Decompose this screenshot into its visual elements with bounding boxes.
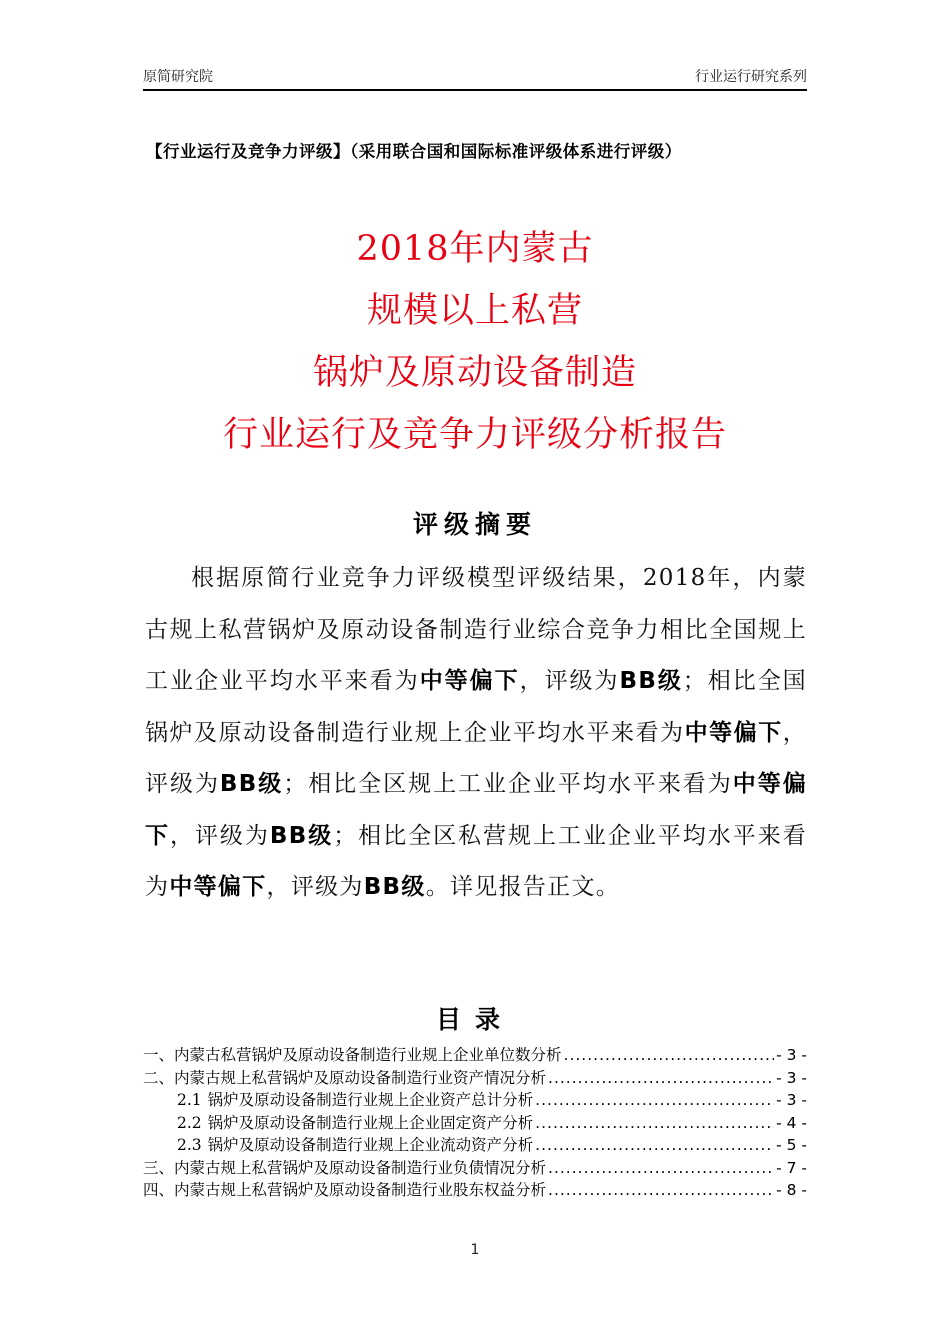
- summary-heading: 评级摘要: [412, 510, 537, 539]
- title-line-4: 行业运行及竞争力评级分析报告: [222, 415, 727, 455]
- toc-item-label: 二、内蒙古规上私营锅炉及原动设备制造行业资产情况分析: [143, 1068, 547, 1087]
- toc-item-number: 2.1: [177, 1091, 202, 1109]
- header-publisher: 原简研究院: [143, 69, 213, 85]
- toc-item-label: 锅炉及原动设备制造行业规上企业固定资产分析: [207, 1113, 534, 1132]
- title-line-3: 锅炉及原动设备制造: [312, 353, 637, 393]
- rating-grade: BB级: [363, 874, 426, 900]
- toc-item[interactable]: [143, 1157, 807, 1180]
- toc-item-label: 锅炉及原动设备制造行业规上企业资产总计分析: [207, 1091, 534, 1109]
- summary-text: ；相比全国锅炉及原动设备制造行业规上企业平均水平来看为: [145, 668, 807, 746]
- toc-leader-dots: [548, 1179, 774, 1202]
- rating-level: 中等偏下: [145, 771, 807, 849]
- rating-grade: BB级: [619, 668, 683, 694]
- toc-leader-dots: [535, 1089, 774, 1112]
- toc-subitem[interactable]: [143, 1089, 807, 1112]
- toc-item-number: 2.2: [177, 1113, 202, 1132]
- summary-text: 。详见报告正文。: [425, 874, 621, 900]
- toc-leader-dots: [548, 1067, 774, 1090]
- page-number: 1: [470, 1242, 480, 1258]
- toc-heading: 目录: [435, 1005, 514, 1034]
- toc-item-number: 2.3: [177, 1136, 202, 1154]
- toc-item-page: - 3 -: [776, 1091, 807, 1109]
- summary-text: ；相比全区规上工业企业平均水平来看为: [283, 771, 733, 797]
- rating-level: 中等偏下: [684, 719, 783, 746]
- toc-item-page: - 3 -: [776, 1068, 807, 1087]
- header-series: 行业运行研究系列: [695, 69, 807, 85]
- toc-item[interactable]: [143, 1067, 807, 1090]
- title-line-1: 2018年内蒙古: [356, 229, 594, 269]
- toc-item-label: 一、内蒙古私营锅炉及原动设备制造行业规上企业单位数分析: [143, 1046, 562, 1064]
- rating-grade: BB级: [219, 771, 284, 797]
- summary-text: ，评级为: [169, 822, 270, 849]
- toc-item-page: - 4 -: [776, 1113, 807, 1132]
- toc-item-label: 四、内蒙古规上私营锅炉及原动设备制造行业股东权益分析: [143, 1181, 547, 1199]
- summary-paragraph: [145, 553, 807, 914]
- summary-text: ，评级为: [519, 668, 620, 694]
- header-divider: [143, 89, 807, 91]
- rating-level: 中等偏下: [419, 668, 520, 694]
- toc-item-label: 三、内蒙古规上私营锅炉及原动设备制造行业负债情况分析: [143, 1158, 547, 1177]
- toc-item-page: - 8 -: [776, 1181, 807, 1199]
- table-of-contents: [143, 1044, 807, 1202]
- toc-leader-dots: [564, 1044, 775, 1067]
- toc-item-page: - 7 -: [776, 1158, 807, 1177]
- summary-text: ；相比全区私营规上工业企业平均水平来看为: [145, 822, 807, 900]
- toc-leader-dots: [548, 1157, 774, 1180]
- page-header: [143, 66, 807, 90]
- report-title: [0, 218, 950, 466]
- toc-item[interactable]: [143, 1179, 807, 1202]
- toc-item-page: - 3 -: [776, 1046, 807, 1064]
- toc-item-label: 锅炉及原动设备制造行业规上企业流动资产分析: [207, 1136, 534, 1154]
- toc-subitem[interactable]: [143, 1134, 807, 1157]
- title-line-2: 规模以上私营: [366, 291, 583, 331]
- toc-leader-dots: [535, 1112, 774, 1135]
- toc-item[interactable]: [143, 1044, 807, 1067]
- summary-text: 根据原简行业竞争力评级模型评级结果，2018年，内蒙古规上私营锅炉及原动设备制造行业综合竞争力相比全国规上工业企业平均水平来看为: [145, 565, 807, 694]
- rating-level: 中等偏下: [169, 874, 267, 900]
- summary-text: ，评级为: [145, 719, 807, 797]
- summary-text: ，评级为: [266, 874, 364, 900]
- toc-subitem[interactable]: [143, 1112, 807, 1135]
- toc-item-page: - 5 -: [776, 1136, 807, 1154]
- rating-grade: BB级: [269, 822, 334, 849]
- rating-system-note: 【行业运行及竞争力评级】（采用联合国和国际标准评级体系进行评级）: [146, 142, 682, 161]
- toc-leader-dots: [535, 1134, 774, 1157]
